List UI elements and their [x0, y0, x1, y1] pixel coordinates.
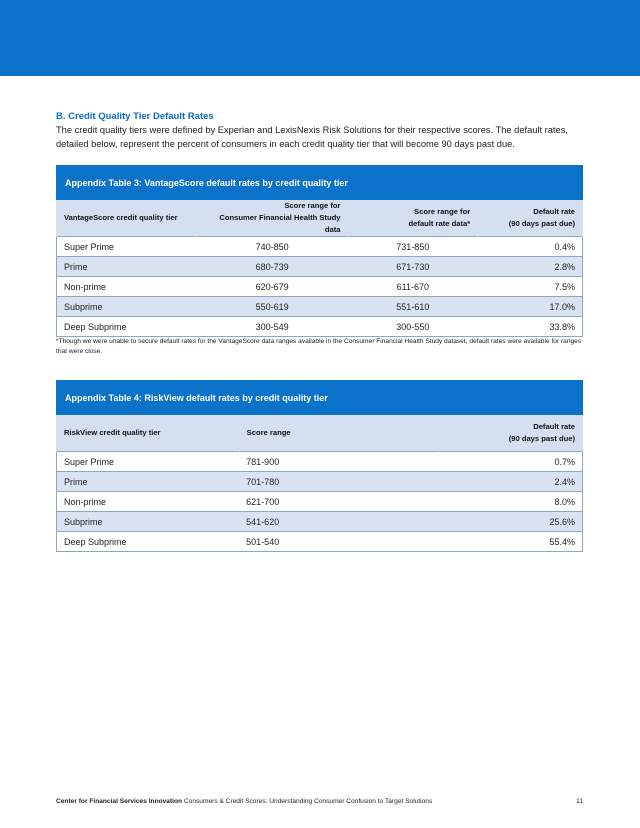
range-default-cell: 731-850 — [348, 237, 478, 257]
header-rate-line1: Default rate — [533, 422, 575, 431]
tier-cell: Super Prime — [57, 237, 197, 257]
table-row — [57, 237, 583, 257]
header-range-cfhs-line2: Consumer Financial Health Study data — [219, 213, 341, 234]
table-4-title-row — [57, 381, 583, 415]
range-default-cell: 300-550 — [348, 317, 478, 337]
table-row — [57, 297, 583, 317]
table-3-header-row — [57, 200, 583, 237]
range-cfhs-cell: 550-619 — [196, 297, 348, 317]
header-rate-line2: (90 days past due) — [508, 434, 575, 443]
table-row — [57, 452, 583, 472]
range-cell: 541-620 — [239, 512, 439, 532]
tier-cell: Deep Subprime — [57, 317, 197, 337]
table-4-title: Appendix Table 4: RiskView default rates by credit quality tier — [57, 381, 583, 415]
header-range-cfhs — [196, 200, 348, 237]
rate-cell: 2.8% — [478, 257, 583, 277]
table-3-title-row — [57, 166, 583, 200]
range-cfhs-cell: 300-549 — [196, 317, 348, 337]
header-rate — [439, 415, 583, 452]
rate-cell: 33.8% — [478, 317, 583, 337]
footer-doc-title: Consumers & Credit Scores: Understanding Consumer Confusion to Target Solutions — [183, 798, 433, 805]
range-cell: 621-700 — [239, 492, 439, 512]
tier-cell: Subprime — [57, 297, 197, 317]
table-4-header-row — [57, 415, 583, 452]
tier-cell: Prime — [57, 472, 240, 492]
table-3-footnote: *Though we were unable to secure default rates for the VantageScore data ranges available in the Consumer Financial Health Study dataset, default rates were available for ranges that were close. — [56, 338, 582, 355]
rate-cell: 55.4% — [439, 532, 583, 552]
table-row — [57, 472, 583, 492]
rate-cell: 8.0% — [439, 492, 583, 512]
tier-cell: Super Prime — [57, 452, 240, 472]
rate-cell: 25.6% — [439, 512, 583, 532]
range-cell: 701-780 — [239, 472, 439, 492]
range-cfhs-cell: 680-739 — [196, 257, 348, 277]
range-cfhs-cell: 620-679 — [196, 277, 348, 297]
range-cfhs-cell: 740-850 — [196, 237, 348, 257]
header-rate-line1: Default rate — [533, 207, 575, 216]
table-row — [57, 492, 583, 512]
rate-cell: 0.7% — [439, 452, 583, 472]
rate-cell: 0.4% — [478, 237, 583, 257]
table-row — [57, 277, 583, 297]
range-default-cell: 671-730 — [348, 257, 478, 277]
appendix-table-4 — [56, 380, 583, 552]
range-default-cell: 551-610 — [348, 297, 478, 317]
header-range-default — [348, 200, 478, 237]
section-intro: The credit quality tiers were defined by Experian and LexisNexis Risk Solutions for their respective scores. The default rates, detailed below, represent the percent of consumers in each credit quality tier that will become 90 days past due. — [56, 125, 568, 149]
header-rate — [478, 200, 583, 237]
tier-cell: Prime — [57, 257, 197, 277]
table-row — [57, 512, 583, 532]
header-range-default-line2: default rate data* — [408, 219, 471, 228]
header-tier: VantageScore credit quality tier — [57, 200, 197, 237]
range-cell: 501-540 — [239, 532, 439, 552]
table-row — [57, 317, 583, 337]
range-cell: 781-900 — [239, 452, 439, 472]
tier-cell: Deep Subprime — [57, 532, 240, 552]
tier-cell: Non-prime — [57, 277, 197, 297]
header-range-cfhs-line1: Score range for — [284, 201, 341, 210]
rate-cell: 17.0% — [478, 297, 583, 317]
header-tier: RiskView credit quality tier — [57, 415, 240, 452]
table-row — [57, 532, 583, 552]
tier-cell: Subprime — [57, 512, 240, 532]
header-range-default-line1: Score range for — [414, 207, 471, 216]
rate-cell: 7.5% — [478, 277, 583, 297]
header-range: Score range — [239, 415, 439, 452]
page-footer — [56, 798, 583, 805]
tier-cell: Non-prime — [57, 492, 240, 512]
table-3-title: Appendix Table 3: VantageScore default rates by credit quality tier — [57, 166, 583, 200]
range-default-cell: 611-670 — [348, 277, 478, 297]
rate-cell: 2.4% — [439, 472, 583, 492]
appendix-table-3 — [56, 165, 583, 337]
table-row — [57, 257, 583, 277]
header-band — [0, 0, 640, 76]
page-number: 11 — [576, 798, 583, 805]
section-title: B. Credit Quality Tier Default Rates — [56, 111, 214, 122]
header-rate-line2: (90 days past due) — [508, 219, 575, 228]
footer-org: Center for Financial Services Innovation — [56, 798, 183, 805]
